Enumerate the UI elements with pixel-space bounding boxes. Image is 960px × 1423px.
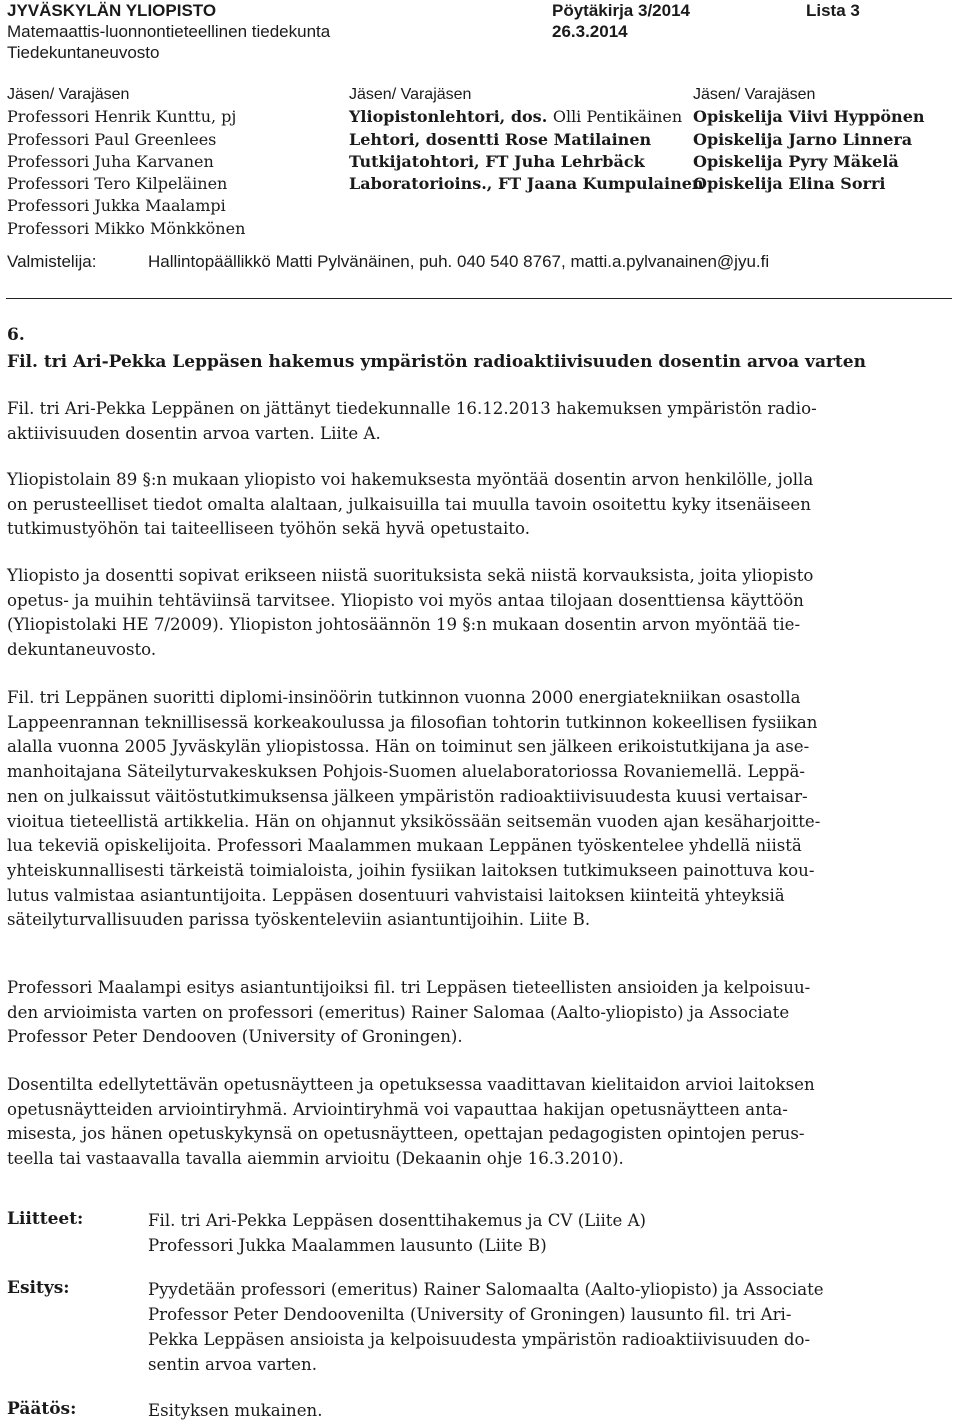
attachment-item: Professori Jukka Maalammen lausunto (Liite B) bbox=[148, 1236, 547, 1255]
text-line: alalla vuonna 2005 Jyväskylän yliopistossa. Hän on toiminut sen jälkeen erikoistutkijana ja ase- bbox=[7, 737, 810, 757]
text-line: lua tekeviä opiskelijoita. Professori Maalammen mukaan Leppänen työskentelee yhdellä niistä bbox=[7, 836, 802, 856]
text-line: Dosentilta edellytettävän opetusnäytteen ja opetuksessa vaadittavan kielitaidon arvioi laitoksen bbox=[7, 1075, 815, 1094]
column-heading: Jäsen/ Varajäsen bbox=[693, 86, 816, 103]
text-line: teella tai vastaavalla tavalla aiemmin arvioitu (Dekaanin ohje 16.3.2010). bbox=[7, 1149, 624, 1169]
members-column-2 bbox=[349, 84, 704, 195]
council-name: Tiedekuntaneuvosto bbox=[7, 43, 160, 62]
text-line: Professori Maalampi esitys asiantuntijoiksi fil. tri Leppäsen tieteellisten ansioiden ja kelpoisuu- bbox=[7, 978, 811, 997]
text-line: Yliopistolain 89 §:n mukaan yliopisto voi hakemuksesta myöntää dosentin arvon henkilölle, jolla bbox=[7, 470, 814, 489]
text-line: opetusnäytteiden arviointiryhmä. Arviointiryhmä voi vapauttaa hakijan opetusnäytteen anta- bbox=[7, 1099, 788, 1119]
paragraph-1 bbox=[7, 397, 953, 446]
member: Opiskelija Viivi Hyppönen bbox=[693, 107, 925, 127]
attachments-list bbox=[148, 1208, 646, 1258]
text-line: nen on julkaissut väitöstutkimuksensa jälkeen ympäristön radioaktiivisuudesta kuusi vertaisar- bbox=[7, 786, 808, 806]
member: Professori Tero Kilpeläinen bbox=[7, 174, 228, 194]
text-line: Pekka Leppäsen ansioista ja kelpoisuudesta ympäristön radioaktiivisuuden do- bbox=[148, 1330, 811, 1349]
members-column-1 bbox=[7, 84, 245, 240]
column-heading: Jäsen/ Varajäsen bbox=[349, 86, 472, 103]
member: Tutkijatohtori, FT Juha Lehrbäck bbox=[349, 151, 645, 171]
text-line: Lappeenrannan teknillisessä korkeakoulussa ja filosofian tohtorin tutkinnon kokeellisen fysiikan bbox=[7, 712, 818, 732]
text-line: tutkimustyöhön tai taiteelliseen työhön sekä hyvä opetustaito. bbox=[7, 519, 531, 539]
text-line: Fil. tri Leppänen suoritti diplomi-insinöörin tutkinnon vuonna 2000 energiatekniikan osastolla bbox=[7, 688, 801, 707]
member-title: Yliopistonlehtori, dos. bbox=[349, 107, 553, 127]
list-number: Lista 3 bbox=[806, 1, 860, 20]
member bbox=[349, 106, 704, 128]
paragraph-3 bbox=[7, 564, 953, 663]
attachment-item: Fil. tri Ari-Pekka Leppäsen dosenttihakemus ja CV (Liite A) bbox=[148, 1211, 647, 1230]
text-line: lutus valmistaa asiantuntijoita. Leppäsen dosentuuri vahvistaisi laitoksen kiinteitä yhteyksiä bbox=[7, 885, 785, 905]
text-line: on perusteelliset tiedot omalta alaltaan, julkaisuilla tai muulla tavoin osoitettu kyky itsenäiseen bbox=[7, 494, 811, 514]
university-name: JYVÄSKYLÄN YLIOPISTO bbox=[7, 1, 217, 20]
text-line: yhteiskunnallisesti tärkeistä toimialoista, joihin fysiikan laitoksen tutkimukseen painottuva kou- bbox=[7, 860, 815, 880]
text-line: (Yliopistolaki HE 7/2009). Yliopiston johtosäännön 19 §:n mukaan dosentin arvon myöntää tie- bbox=[7, 615, 801, 635]
text-line: opetus- ja muihin tehtäviinsä tarvitsee. Yliopisto voi myös antaa tilojaan dosenttiensa käyttöön bbox=[7, 590, 804, 610]
decision-label: Päätös: bbox=[7, 1399, 77, 1419]
paragraph-4 bbox=[7, 686, 953, 933]
column-heading: Jäsen/ Varajäsen bbox=[7, 86, 130, 103]
text-line: den arvioimista varten on professori (emeritus) Rainer Salomaa (Aalto-yliopisto) ja Associate bbox=[7, 1002, 790, 1022]
member: Professori Juha Karvanen bbox=[7, 151, 214, 171]
text-line: Yliopisto ja dosentti sopivat erikseen niistä suorituksista sekä niistä korvauksista, joita yliopisto bbox=[7, 566, 814, 585]
attachments-label: Liitteet: bbox=[7, 1209, 84, 1229]
text-line: dekuntaneuvosto. bbox=[7, 640, 157, 660]
minutes-number: Pöytäkirja 3/2014 bbox=[552, 1, 690, 20]
member: Opiskelija Jarno Linnera bbox=[693, 129, 913, 149]
text-line: Professor Peter Dendooven (University of Groningen). bbox=[7, 1027, 463, 1047]
text-line: Fil. tri Ari-Pekka Leppänen on jättänyt tiedekunnalle 16.12.2013 hakemuksen ympäristön radio- bbox=[7, 399, 817, 418]
preparer-value: Hallintopäällikkö Matti Pylvänäinen, puh. 040 540 8767, matti.a.pylvanainen@jyu.fi bbox=[148, 252, 770, 271]
text-line: aktiivisuuden dosentin arvoa varten. Liite A. bbox=[7, 423, 381, 443]
paragraph-2 bbox=[7, 468, 953, 542]
member: Opiskelija Elina Sorri bbox=[693, 174, 886, 194]
member: Professori Jukka Maalampi bbox=[7, 196, 226, 216]
meeting-date: 26.3.2014 bbox=[552, 22, 628, 41]
text-line: manhoitajana Säteilyturvakeskuksen Pohjois-Suomen aluelaboratoriossa Rovaniemellä. Leppä- bbox=[7, 762, 806, 782]
member: Professori Paul Greenlees bbox=[7, 129, 217, 149]
proposal-text bbox=[148, 1277, 824, 1377]
text-line: sentin arvoa varten. bbox=[148, 1355, 317, 1374]
paragraph-6 bbox=[7, 1073, 953, 1172]
members-column-3 bbox=[693, 84, 925, 195]
member: Lehtori, dosentti Rose Matilainen bbox=[349, 129, 652, 149]
member-name: Olli Pentikäinen bbox=[552, 107, 683, 127]
proposal-label: Esitys: bbox=[7, 1278, 70, 1298]
item-title: Fil. tri Ari-Pekka Leppäsen hakemus ympäristön radioaktiivisuuden dosentin arvoa varten bbox=[7, 352, 866, 372]
member: Professori Henrik Kunttu, pj bbox=[7, 107, 237, 127]
text-line: misesta, jos hänen opetuskykynsä on opetusnäytteen, opettajan pedagogisten opintojen perus- bbox=[7, 1124, 805, 1144]
text-line: Professor Peter Dendoovenilta (University of Groningen) lausunto fil. tri Ari- bbox=[148, 1305, 792, 1324]
member: Opiskelija Pyry Mäkelä bbox=[693, 151, 899, 171]
member: Laboratorioins., FT Jaana Kumpulainen bbox=[349, 174, 704, 194]
divider bbox=[6, 298, 952, 299]
item-number: 6. bbox=[7, 325, 25, 345]
decision-value: Esityksen mukainen. bbox=[148, 1401, 323, 1420]
member: Professori Mikko Mönkkönen bbox=[7, 218, 246, 238]
text-line: vioitua tieteellistä artikkelia. Hän on ohjannut yksikössään seitsemän vuoden ajan kesäharjoitte- bbox=[7, 811, 821, 831]
text-line: säteilyturvallisuuden parissa työskenteleviin asiantuntijoihin. Liite B. bbox=[7, 910, 591, 930]
faculty-name: Matemaattis-luonnontieteellinen tiedekunta bbox=[7, 22, 331, 41]
preparer-label: Valmistelija: bbox=[7, 252, 97, 271]
paragraph-5 bbox=[7, 976, 953, 1050]
text-line: Pyydetään professori (emeritus) Rainer Salomaalta (Aalto-yliopisto) ja Associate bbox=[148, 1280, 824, 1299]
